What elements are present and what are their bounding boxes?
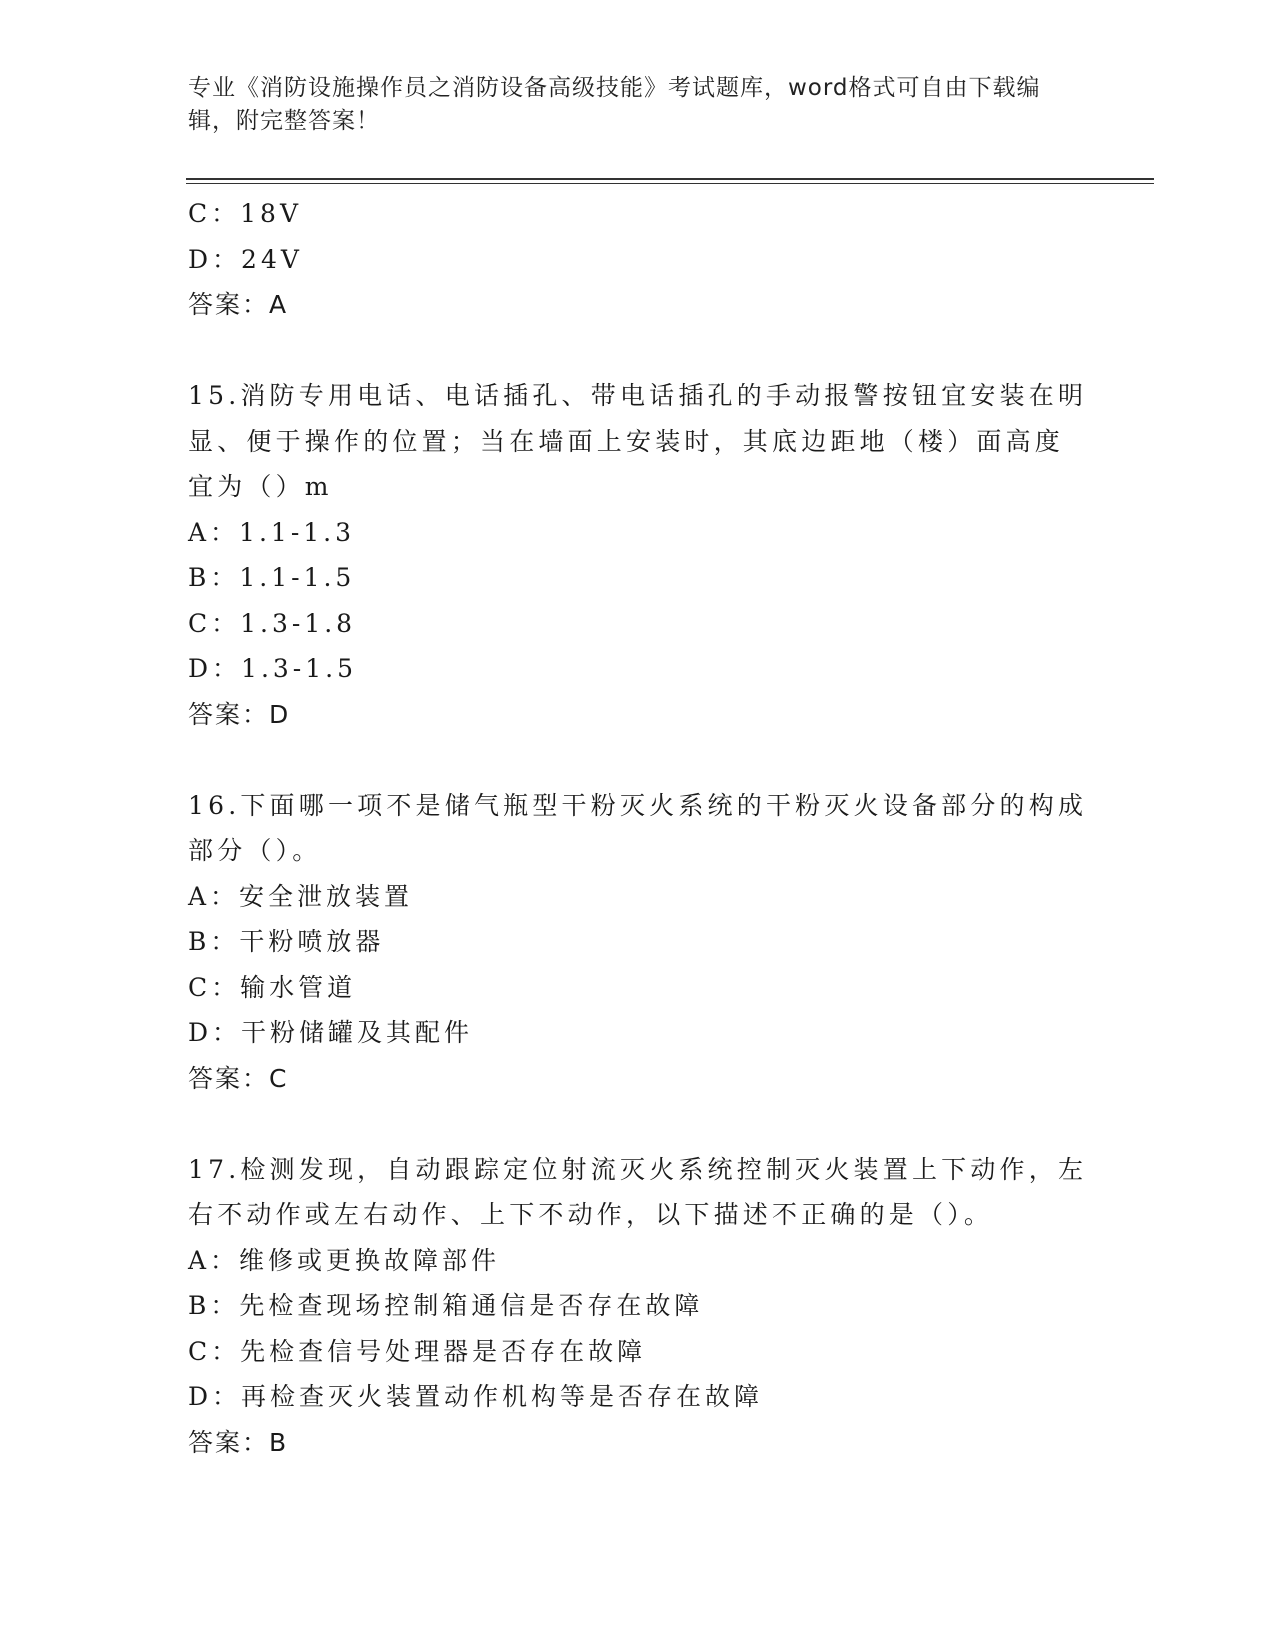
option-c: C：18V (188, 199, 302, 228)
question-stem (188, 373, 1088, 510)
stem-line: 部分（）。 (188, 836, 322, 865)
prev-question-block (188, 191, 1088, 328)
option-c: C：先检查信号处理器是否存在故障 (188, 1336, 647, 1366)
answer-line: 答案：A (188, 290, 289, 319)
option-b: B：干粉喷放器 (188, 927, 385, 956)
spacer (188, 1101, 1088, 1147)
spacer (188, 328, 1088, 374)
spacer (188, 737, 1088, 783)
answer-line: 答案：D (188, 699, 291, 729)
option-d: D：再检查灭火装置动作机构等是否存在故障 (188, 1382, 764, 1411)
stem-line: 右不动作或左右动作、上下不动作，以下描述不正确的是（）。 (188, 1200, 994, 1229)
option-a: A：维修或更换故障部件 (188, 1245, 501, 1275)
option-a: A：安全泄放装置 (188, 881, 414, 911)
header-rule-thin (186, 183, 1154, 184)
stem-line: 宜为（）m (188, 472, 333, 501)
stem-line: 显、便于操作的位置；当在墙面上安装时，其底边距地（楼）面高度 (188, 426, 1065, 456)
question-block-17 (188, 1147, 1088, 1466)
option-c: C：1.3-1.8 (188, 608, 357, 638)
stem-line: 15.消防专用电话、电话插孔、带电话插孔的手动报警按钮宜安装在明 (188, 381, 1088, 410)
option-a: A：1.1-1.3 (188, 517, 356, 547)
header-rule-thick (186, 178, 1154, 180)
question-block-15 (188, 373, 1088, 737)
answer-line: 答案：C (188, 1063, 289, 1093)
question-stem (188, 783, 1088, 874)
header-line-2: 辑，附完整答案！ (188, 108, 380, 134)
question-stem (188, 1147, 1088, 1238)
option-d: D：干粉储罐及其配件 (188, 1018, 474, 1047)
option-d: D：1.3-1.5 (188, 654, 358, 683)
answer-line: 答案：B (188, 1427, 289, 1457)
stem-line: 17.检测发现，自动跟踪定位射流灭火系统控制灭火装置上下动作，左 (188, 1154, 1088, 1184)
stem-line: 16.下面哪一项不是储气瓶型干粉灭火系统的干粉灭火设备部分的构成 (188, 790, 1088, 820)
option-b: B：1.1-1.5 (188, 563, 356, 592)
option-d: D：24V (188, 244, 303, 274)
option-c: C：输水管道 (188, 972, 357, 1002)
option-b: B：先检查现场控制箱通信是否存在故障 (188, 1291, 704, 1320)
header-line-1: 专业《消防设施操作员之消防设备高级技能》考试题库，word格式可自由下载编 (188, 75, 1041, 101)
question-block-16 (188, 783, 1088, 1102)
document-header (188, 72, 1068, 138)
question-content (188, 191, 1088, 1465)
